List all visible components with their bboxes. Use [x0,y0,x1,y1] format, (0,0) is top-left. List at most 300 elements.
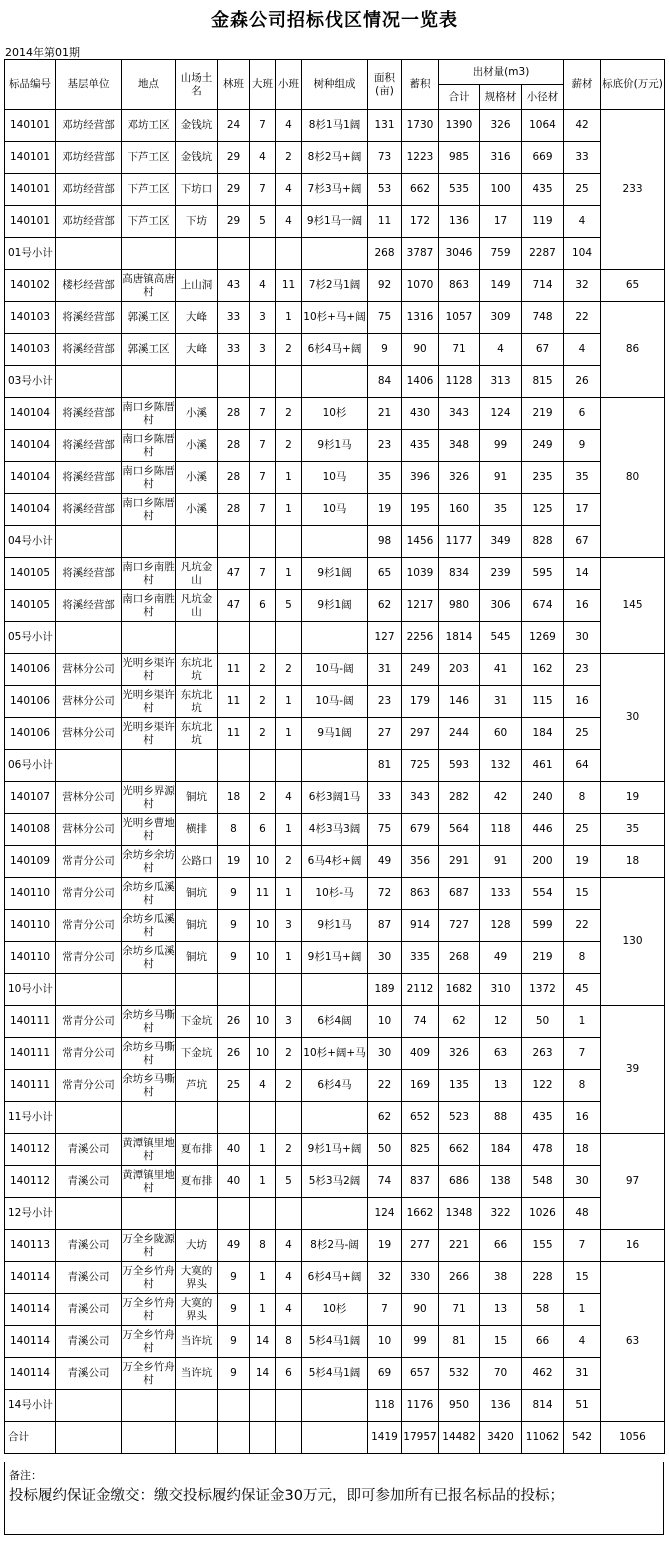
cell-area: 30 [368,1038,402,1070]
cell-small-block: 2 [276,430,302,462]
cell-big-block: 10 [250,942,276,974]
cell-forest-block: 40 [218,1134,250,1166]
cell-small: 67 [522,334,564,366]
cell-location: 余坊乡马嘶村 [122,1038,176,1070]
cell-total: 71 [439,1294,480,1326]
cell-forest-block: 28 [218,494,250,526]
cell-total: 985 [439,142,480,174]
cell-location: 下芦工区 [122,142,176,174]
cell-big-block: 7 [250,398,276,430]
cell-species: 9杉1马 [302,430,368,462]
cell-area: 62 [368,1102,402,1134]
cell-stock: 725 [402,750,439,782]
cell-total: 266 [439,1262,480,1294]
table-row [5,1262,665,1294]
cell-forest-block: 11 [218,654,250,686]
cell-firewood: 19 [564,846,601,878]
cell-forest-block: 19 [218,846,250,878]
cell-species: 9杉1阔 [302,558,368,590]
cell-lot-no: 06号小计 [5,750,56,782]
cell-species: 10马 [302,462,368,494]
cell-location: 余坊乡瓜溪村 [122,910,176,942]
cell-species [302,526,368,558]
header-firewood: 薪材 [564,60,601,110]
cell-firewood: 8 [564,942,601,974]
cell-small-block: 3 [276,910,302,942]
cell-big-block [250,238,276,270]
cell-unit: 将溪经营部 [56,302,122,334]
cell-area: 23 [368,430,402,462]
cell-unit: 营林分公司 [56,718,122,750]
cell-species [302,1102,368,1134]
cell-forest-block: 29 [218,174,250,206]
cell-base-price: 233 [601,110,665,270]
cell-small: 184 [522,718,564,750]
header-total: 合计 [439,85,480,110]
cell-total: 535 [439,174,480,206]
cell-stock: 179 [402,686,439,718]
cell-lot-no: 140104 [5,462,56,494]
cell-site: 东坑北坑 [176,718,218,750]
cell-small-block [276,366,302,398]
table-row [5,654,665,686]
cell-base-price: 30 [601,654,665,782]
cell-location: 余坊乡余坊村 [122,846,176,878]
cell-site: 金钱坑 [176,142,218,174]
table-row [5,718,665,750]
subtotal-row [5,366,665,398]
cell-stock: 652 [402,1102,439,1134]
cell-total: 950 [439,1390,480,1422]
cell-site: 横排 [176,814,218,846]
cell-location: 南口乡南胜村 [122,590,176,622]
cell-site [176,1198,218,1230]
table-row [5,1326,665,1358]
cell-regular: 4 [480,334,522,366]
cell-forest-block: 11 [218,718,250,750]
cell-forest-block: 47 [218,590,250,622]
cell-firewood: 7 [564,1038,601,1070]
cell-area: 268 [368,238,402,270]
cell-area: 53 [368,174,402,206]
cell-total: 326 [439,462,480,494]
cell-small: 11062 [522,1422,564,1454]
subtotal-row [5,1102,665,1134]
cell-big-block: 4 [250,142,276,174]
cell-small: 200 [522,846,564,878]
cell-lot-no: 140110 [5,910,56,942]
cell-unit: 常青分公司 [56,942,122,974]
cell-unit [56,750,122,782]
table-header [5,60,665,110]
cell-forest-block: 28 [218,462,250,494]
cell-unit: 将溪经营部 [56,558,122,590]
cell-location [122,1198,176,1230]
cell-unit: 将溪经营部 [56,398,122,430]
table-row [5,942,665,974]
cell-firewood: 16 [564,686,601,718]
cell-site: 下坊口 [176,174,218,206]
cell-site: 下金坑 [176,1038,218,1070]
cell-area: 92 [368,270,402,302]
cell-stock: 1176 [402,1390,439,1422]
cell-species: 9杉1马+阔 [302,1134,368,1166]
cell-location: 郭溪工区 [122,334,176,366]
cell-regular: 3420 [480,1422,522,1454]
cell-regular: 310 [480,974,522,1006]
table-row [5,270,665,302]
cell-forest-block: 9 [218,942,250,974]
cell-unit: 青溪公司 [56,1230,122,1262]
cell-big-block: 8 [250,1230,276,1262]
cell-big-block: 11 [250,878,276,910]
cell-big-block: 7 [250,430,276,462]
table-row [5,686,665,718]
cell-species: 10马 [302,494,368,526]
cell-location: 万全乡竹舟村 [122,1262,176,1294]
cell-firewood: 33 [564,142,601,174]
cell-big-block: 3 [250,334,276,366]
cell-location: 南口乡陈厝村 [122,494,176,526]
cell-location: 邓坊工区 [122,110,176,142]
cell-area: 131 [368,110,402,142]
cell-small: 1064 [522,110,564,142]
cell-regular: 13 [480,1294,522,1326]
cell-regular: 63 [480,1038,522,1070]
cell-site [176,1390,218,1422]
header-area: 面积(亩) [368,60,402,110]
cell-total: 834 [439,558,480,590]
cell-firewood: 104 [564,238,601,270]
cell-firewood: 25 [564,174,601,206]
cell-site: 东坑北坑 [176,686,218,718]
cell-firewood: 6 [564,398,601,430]
table-row [5,142,665,174]
cell-big-block: 3 [250,302,276,334]
cell-lot-no: 03号小计 [5,366,56,398]
cell-firewood: 42 [564,110,601,142]
header-forest-block: 林班 [218,60,250,110]
cell-small-block: 2 [276,846,302,878]
cell-total: 135 [439,1070,480,1102]
cell-firewood: 26 [564,366,601,398]
cell-stock: 662 [402,174,439,206]
cell-total: 523 [439,1102,480,1134]
cell-unit [56,974,122,1006]
cell-small: 125 [522,494,564,526]
cell-regular: 313 [480,366,522,398]
cell-lot-no: 140114 [5,1326,56,1358]
cell-area: 69 [368,1358,402,1390]
cell-forest-block: 25 [218,1070,250,1102]
cell-small: 162 [522,654,564,686]
cell-forest-block: 33 [218,334,250,366]
cell-base-price: 86 [601,302,665,398]
cell-small: 2287 [522,238,564,270]
cell-small: 435 [522,1102,564,1134]
cell-big-block: 7 [250,110,276,142]
cell-species: 7杉3马+阔 [302,174,368,206]
cell-small: 50 [522,1006,564,1038]
cell-species: 10马-阔 [302,654,368,686]
cell-lot-no: 140108 [5,814,56,846]
cell-location [122,1390,176,1422]
cell-stock: 297 [402,718,439,750]
cell-regular: 99 [480,430,522,462]
header-big-block: 大班 [250,60,276,110]
cell-area: 30 [368,942,402,974]
table-row [5,174,665,206]
cell-big-block [250,526,276,558]
cell-small: 674 [522,590,564,622]
cell-small: 815 [522,366,564,398]
cell-firewood: 14 [564,558,601,590]
cell-location [122,238,176,270]
cell-site: 小溪 [176,494,218,526]
cell-area: 98 [368,526,402,558]
cell-regular: 326 [480,110,522,142]
cell-area: 84 [368,366,402,398]
header-regular: 规格材 [480,85,522,110]
cell-total: 146 [439,686,480,718]
cell-small-block: 4 [276,1294,302,1326]
cell-forest-block: 26 [218,1006,250,1038]
cell-area: 31 [368,654,402,686]
cell-area: 124 [368,1198,402,1230]
cell-lot-no: 140114 [5,1358,56,1390]
cell-stock: 74 [402,1006,439,1038]
cell-species: 7杉2马1阔 [302,270,368,302]
cell-total: 1814 [439,622,480,654]
cell-species: 6杉4马 [302,1070,368,1102]
cell-stock: 1316 [402,302,439,334]
subtotal-row [5,238,665,270]
header-small-block: 小班 [276,60,302,110]
cell-regular: 322 [480,1198,522,1230]
cell-small-block: 1 [276,878,302,910]
cell-stock: 172 [402,206,439,238]
cell-small: 263 [522,1038,564,1070]
cell-firewood: 1 [564,1006,601,1038]
cell-lot-no: 140110 [5,942,56,974]
table-row [5,590,665,622]
cell-area: 75 [368,814,402,846]
cell-area: 49 [368,846,402,878]
cell-regular: 545 [480,622,522,654]
cell-small-block: 6 [276,1358,302,1390]
cell-site: 小溪 [176,462,218,494]
cell-small: 235 [522,462,564,494]
cell-small-block: 1 [276,814,302,846]
cell-total: 532 [439,1358,480,1390]
cell-forest-block [218,974,250,1006]
cell-lot-no: 140103 [5,302,56,334]
cell-lot-no: 140112 [5,1166,56,1198]
cell-small: 219 [522,942,564,974]
cell-location: 余坊乡瓜溪村 [122,942,176,974]
cell-lot-no: 140114 [5,1294,56,1326]
cell-area: 62 [368,590,402,622]
cell-firewood: 32 [564,270,601,302]
cell-stock: 2112 [402,974,439,1006]
cell-lot-no: 01号小计 [5,238,56,270]
cell-big-block: 5 [250,206,276,238]
cell-stock: 99 [402,1326,439,1358]
cell-small: 115 [522,686,564,718]
cell-regular: 41 [480,654,522,686]
cell-lot-no: 04号小计 [5,526,56,558]
cell-species: 9杉1阔 [302,590,368,622]
cell-big-block: 10 [250,1006,276,1038]
cell-stock: 1730 [402,110,439,142]
cell-site [176,1102,218,1134]
cell-lot-no: 140101 [5,110,56,142]
cell-small: 828 [522,526,564,558]
cell-species [302,238,368,270]
cell-species: 6杉4马+阔 [302,334,368,366]
cell-forest-block [218,1390,250,1422]
cell-species: 10杉-马 [302,878,368,910]
cell-small: 814 [522,1390,564,1422]
cell-unit: 营林分公司 [56,686,122,718]
cell-forest-block: 29 [218,142,250,174]
cell-stock: 356 [402,846,439,878]
cell-total: 81 [439,1326,480,1358]
cell-regular: 132 [480,750,522,782]
note-box [4,1462,664,1535]
cell-forest-block: 9 [218,1262,250,1294]
subtotal-row [5,622,665,654]
cell-stock: 17957 [402,1422,439,1454]
cell-area: 10 [368,1326,402,1358]
cell-stock: 396 [402,462,439,494]
cell-species [302,974,368,1006]
cell-small-block: 11 [276,270,302,302]
cell-unit: 常青分公司 [56,1006,122,1038]
cell-firewood: 16 [564,1102,601,1134]
cell-big-block: 7 [250,174,276,206]
cell-total: 1128 [439,366,480,398]
cell-small: 249 [522,430,564,462]
cell-small-block: 1 [276,942,302,974]
cell-total: 686 [439,1166,480,1198]
cell-site [176,526,218,558]
cell-unit [56,1390,122,1422]
cell-lot-no: 140105 [5,558,56,590]
cell-forest-block [218,622,250,654]
cell-site: 夏布排 [176,1166,218,1198]
cell-location: 万全乡竹舟村 [122,1294,176,1326]
cell-total: 62 [439,1006,480,1038]
cell-lot-no: 05号小计 [5,622,56,654]
cell-stock: 1217 [402,590,439,622]
cell-regular: 91 [480,846,522,878]
cell-location [122,1102,176,1134]
cell-lot-no: 140114 [5,1262,56,1294]
cell-species: 8杉2马+阔 [302,142,368,174]
cell-stock: 1223 [402,142,439,174]
cell-total: 343 [439,398,480,430]
cell-big-block: 6 [250,590,276,622]
cell-area: 23 [368,686,402,718]
cell-unit: 将溪经营部 [56,590,122,622]
cell-base-price: 97 [601,1134,665,1230]
cell-total: 980 [439,590,480,622]
cell-base-price: 16 [601,1230,665,1262]
cell-total: 863 [439,270,480,302]
cell-species: 5杉4马1阔 [302,1326,368,1358]
cell-location [122,366,176,398]
cell-lot-no: 140111 [5,1006,56,1038]
bid-table [4,59,665,1454]
table-row [5,494,665,526]
cell-location: 南口乡陈厝村 [122,462,176,494]
cell-area: 65 [368,558,402,590]
cell-unit [56,526,122,558]
cell-area: 7 [368,1294,402,1326]
cell-small-block: 2 [276,1134,302,1166]
cell-species [302,1390,368,1422]
cell-small: 554 [522,878,564,910]
subtotal-row [5,974,665,1006]
table-row [5,814,665,846]
cell-location: 高唐镇高唐村 [122,270,176,302]
cell-lot-no: 140106 [5,718,56,750]
cell-lot-no: 140106 [5,686,56,718]
cell-big-block: 4 [250,1070,276,1102]
cell-stock: 90 [402,1294,439,1326]
cell-forest-block [218,526,250,558]
cell-unit [56,622,122,654]
table-row [5,1006,665,1038]
cell-total: 662 [439,1134,480,1166]
cell-stock: 435 [402,430,439,462]
cell-forest-block: 43 [218,270,250,302]
cell-stock: 277 [402,1230,439,1262]
cell-regular: 124 [480,398,522,430]
cell-lot-no: 合计 [5,1422,56,1454]
cell-species: 9马1阔 [302,718,368,750]
cell-regular: 13 [480,1070,522,1102]
cell-firewood: 25 [564,814,601,846]
cell-unit: 常青分公司 [56,910,122,942]
cell-stock: 169 [402,1070,439,1102]
cell-unit: 楼杉经营部 [56,270,122,302]
cell-firewood: 64 [564,750,601,782]
cell-stock: 863 [402,878,439,910]
cell-firewood: 45 [564,974,601,1006]
cell-total: 1348 [439,1198,480,1230]
cell-unit: 营林分公司 [56,814,122,846]
cell-site: 小溪 [176,430,218,462]
cell-species: 9杉1马一阔 [302,206,368,238]
cell-big-block [250,1198,276,1230]
cell-regular: 349 [480,526,522,558]
cell-unit: 常青分公司 [56,846,122,878]
cell-area: 87 [368,910,402,942]
cell-total: 1057 [439,302,480,334]
cell-base-price: 39 [601,1006,665,1134]
cell-total: 203 [439,654,480,686]
cell-forest-block: 28 [218,398,250,430]
cell-site: 上山洞 [176,270,218,302]
note-text: 投标履约保证金缴交：缴交投标履约保证金30万元，即可参加所有已报名标品的投标； [9,1488,564,1504]
cell-small-block: 1 [276,462,302,494]
table-row [5,430,665,462]
cell-big-block [250,622,276,654]
cell-firewood: 8 [564,1070,601,1102]
cell-small: 669 [522,142,564,174]
